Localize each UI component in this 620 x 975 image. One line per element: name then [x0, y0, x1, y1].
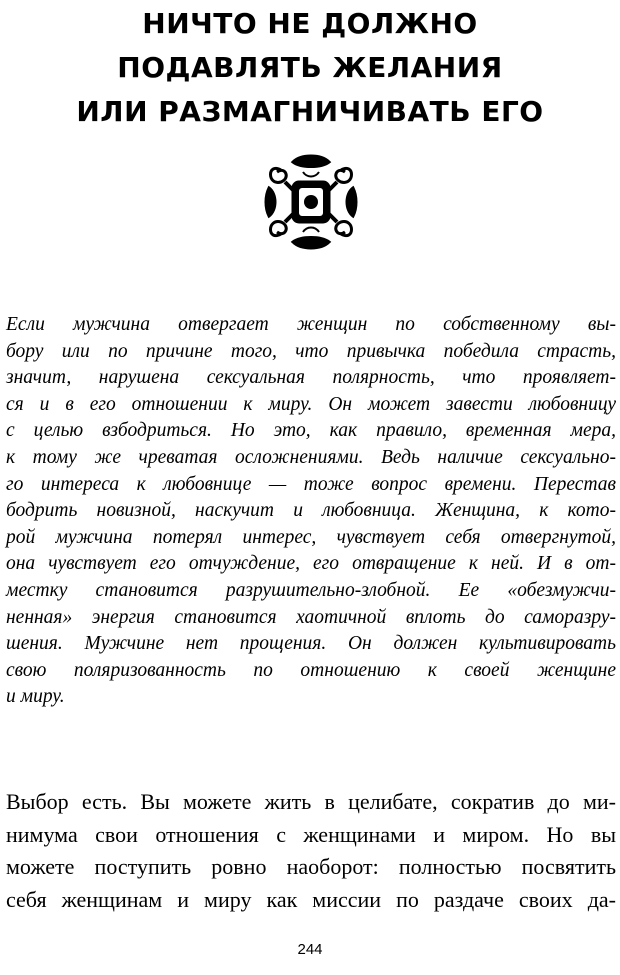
chapter-title-line-3: ИЛИ РАЗМАГНИЧИВАТЬ ЕГО	[76, 95, 544, 128]
page-number: 244	[297, 941, 323, 958]
italic-line: с целью взбодриться. Но это, как правило, временная мера,	[6, 420, 616, 442]
chapter-title-line-2: ПОДАВЛЯТЬ ЖЕЛАНИЯ	[117, 51, 503, 84]
italic-line: бору или по причине того, что привычка победила страсть,	[6, 340, 616, 362]
italic-line: и миру.	[6, 686, 65, 708]
italic-line: значит, нарушена сексуальная полярность, что проявляет-	[6, 367, 616, 389]
italic-line: бодрить новизной, наскучит и любовница. Женщина, к кото-	[6, 500, 616, 522]
decorative-vignette-icon	[263, 152, 359, 252]
italic-line: ся и в его отношении к миру. Он может завести любовницу	[6, 393, 616, 415]
body-paragraph	[6, 786, 616, 916]
italic-line: рой мужчина потерял интерес, чувствует себя отвергнутой,	[6, 526, 616, 548]
body-line: Выбор есть. Вы можете жить в целибате, сократив до ми-	[6, 789, 616, 814]
chapter-title-line-1: НИЧТО НЕ ДОЛЖНО	[142, 7, 478, 40]
body-line: себя женщинам и миру как миссии по раздаче своих да-	[6, 886, 616, 912]
italic-line: Если мужчина отвергает женщин по собственному вы-	[6, 314, 616, 335]
body-line: можете поступить ровно наоборот: полностью посвятить	[6, 854, 616, 879]
body-line: нимума свои отношения с женщинами и миром. Но вы	[6, 821, 616, 847]
italic-line: ненная» энергия становится хаотичной вплоть до саморазру-	[6, 606, 616, 628]
italic-line: шения. Мужчине нет прощения. Он должен культивировать	[6, 633, 616, 655]
chapter-title	[0, 2, 620, 134]
italic-line: свою поляризованность по отношению к своей женщине	[6, 659, 616, 681]
italic-line: го интереса к любовнице — тоже вопрос времени. Перестав	[6, 473, 616, 495]
italic-paragraph	[6, 312, 616, 711]
italic-line: она чувствует его отчуждение, его отвращение к ней. И в от-	[6, 553, 616, 575]
italic-line: местку становится разрушительно-злобной. Ее «обезмужчи-	[6, 579, 616, 601]
italic-line: к тому же чреватая осложнениями. Ведь наличие сексуально-	[6, 446, 616, 468]
